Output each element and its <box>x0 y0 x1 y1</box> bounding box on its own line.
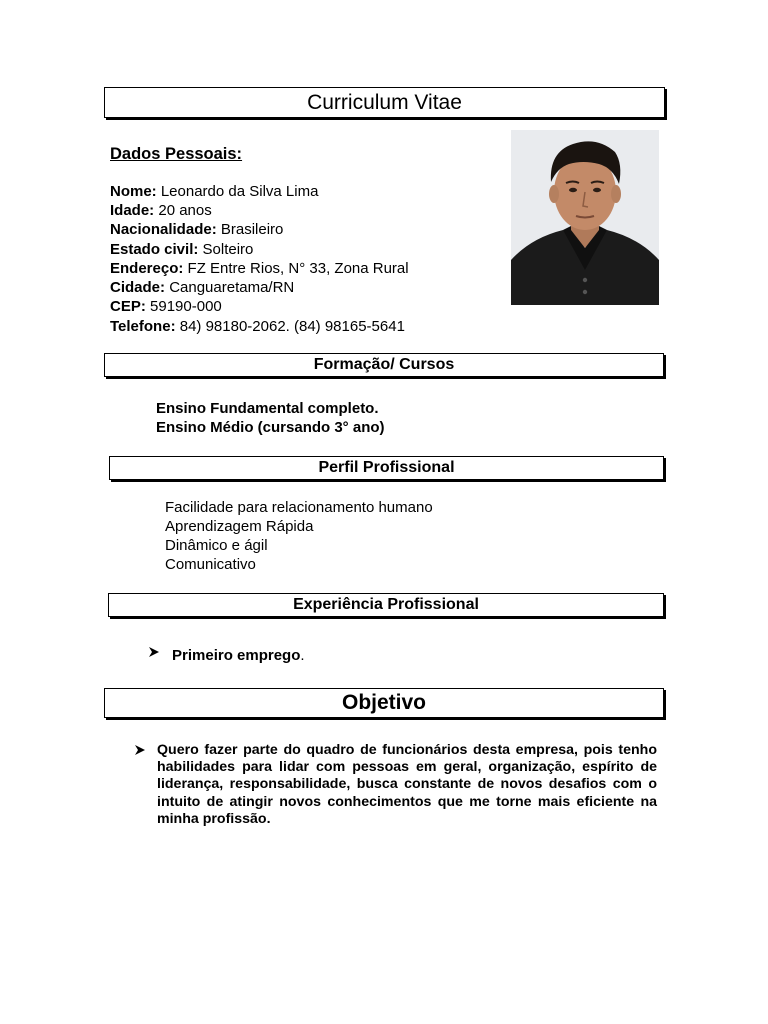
field-value: Solteiro <box>202 241 254 258</box>
page-title: Curriculum Vitae <box>307 90 462 114</box>
field-marital-status <box>110 240 253 259</box>
experience-item-suffix: . <box>300 647 305 664</box>
profile-heading: Perfil Profissional <box>318 459 455 476</box>
field-value: 84) 98180-2062. (84) 98165-5641 <box>179 318 405 335</box>
field-zip <box>110 297 222 316</box>
field-label: CEP: <box>110 298 146 315</box>
objective-text: Quero fazer parte do quadro de funcionários desta empresa, pois tenho habilidades para lidar com pessoas em geral, organização, espírito de liderança, responsabilidade, busca constante de novos desafios com o intuito de atingir novos conhecimentos que me torne mais eficiente na minha profissão. <box>157 742 657 827</box>
field-label: Idade: <box>110 202 155 219</box>
profile-heading-box <box>109 456 664 480</box>
personal-heading: Dados Pessoais: <box>110 145 243 163</box>
education-heading: Formação/ Cursos <box>313 356 455 373</box>
field-value: 59190-000 <box>150 298 222 315</box>
field-phone <box>110 317 405 336</box>
title-box <box>104 87 665 118</box>
field-label: Cidade: <box>110 279 166 296</box>
field-label: Nacionalidade: <box>110 221 217 238</box>
field-label: Estado civil: <box>110 241 199 258</box>
field-label: Nome: <box>110 183 157 200</box>
profile-item: Comunicativo <box>165 556 256 573</box>
field-value: 20 anos <box>158 202 212 219</box>
education-heading-box <box>104 353 664 377</box>
field-label: Telefone: <box>110 318 176 335</box>
profile-photo <box>511 130 659 305</box>
experience-heading-box <box>108 593 664 617</box>
field-value: FZ Entre Rios, N° 33, Zona Rural <box>187 260 409 277</box>
experience-item <box>172 646 305 665</box>
field-value: Leonardo da Silva Lima <box>160 183 319 200</box>
objective-heading: Objetivo <box>341 691 426 714</box>
field-nationality <box>110 220 283 239</box>
person-portrait-icon <box>511 130 659 305</box>
profile-item: Facilidade para relacionamento humano <box>165 499 433 516</box>
field-name <box>110 182 318 201</box>
experience-heading: Experiência Profissional <box>293 596 479 613</box>
field-address <box>110 259 409 278</box>
field-city <box>110 278 294 297</box>
objective-heading-box <box>104 688 664 718</box>
profile-item: Dinâmico e ágil <box>165 537 268 554</box>
field-age <box>110 201 212 220</box>
arrowhead-bullet-icon <box>148 646 160 661</box>
arrowhead-bullet-icon <box>134 744 146 759</box>
field-label: Endereço: <box>110 260 184 277</box>
profile-item: Aprendizagem Rápida <box>165 518 314 535</box>
education-item: Ensino Médio (cursando 3° ano) <box>156 419 385 436</box>
education-item: Ensino Fundamental completo. <box>156 400 379 417</box>
field-value: Canguaretama/RN <box>169 279 295 296</box>
field-value: Brasileiro <box>220 221 284 238</box>
experience-item-text: Primeiro emprego <box>172 647 301 664</box>
